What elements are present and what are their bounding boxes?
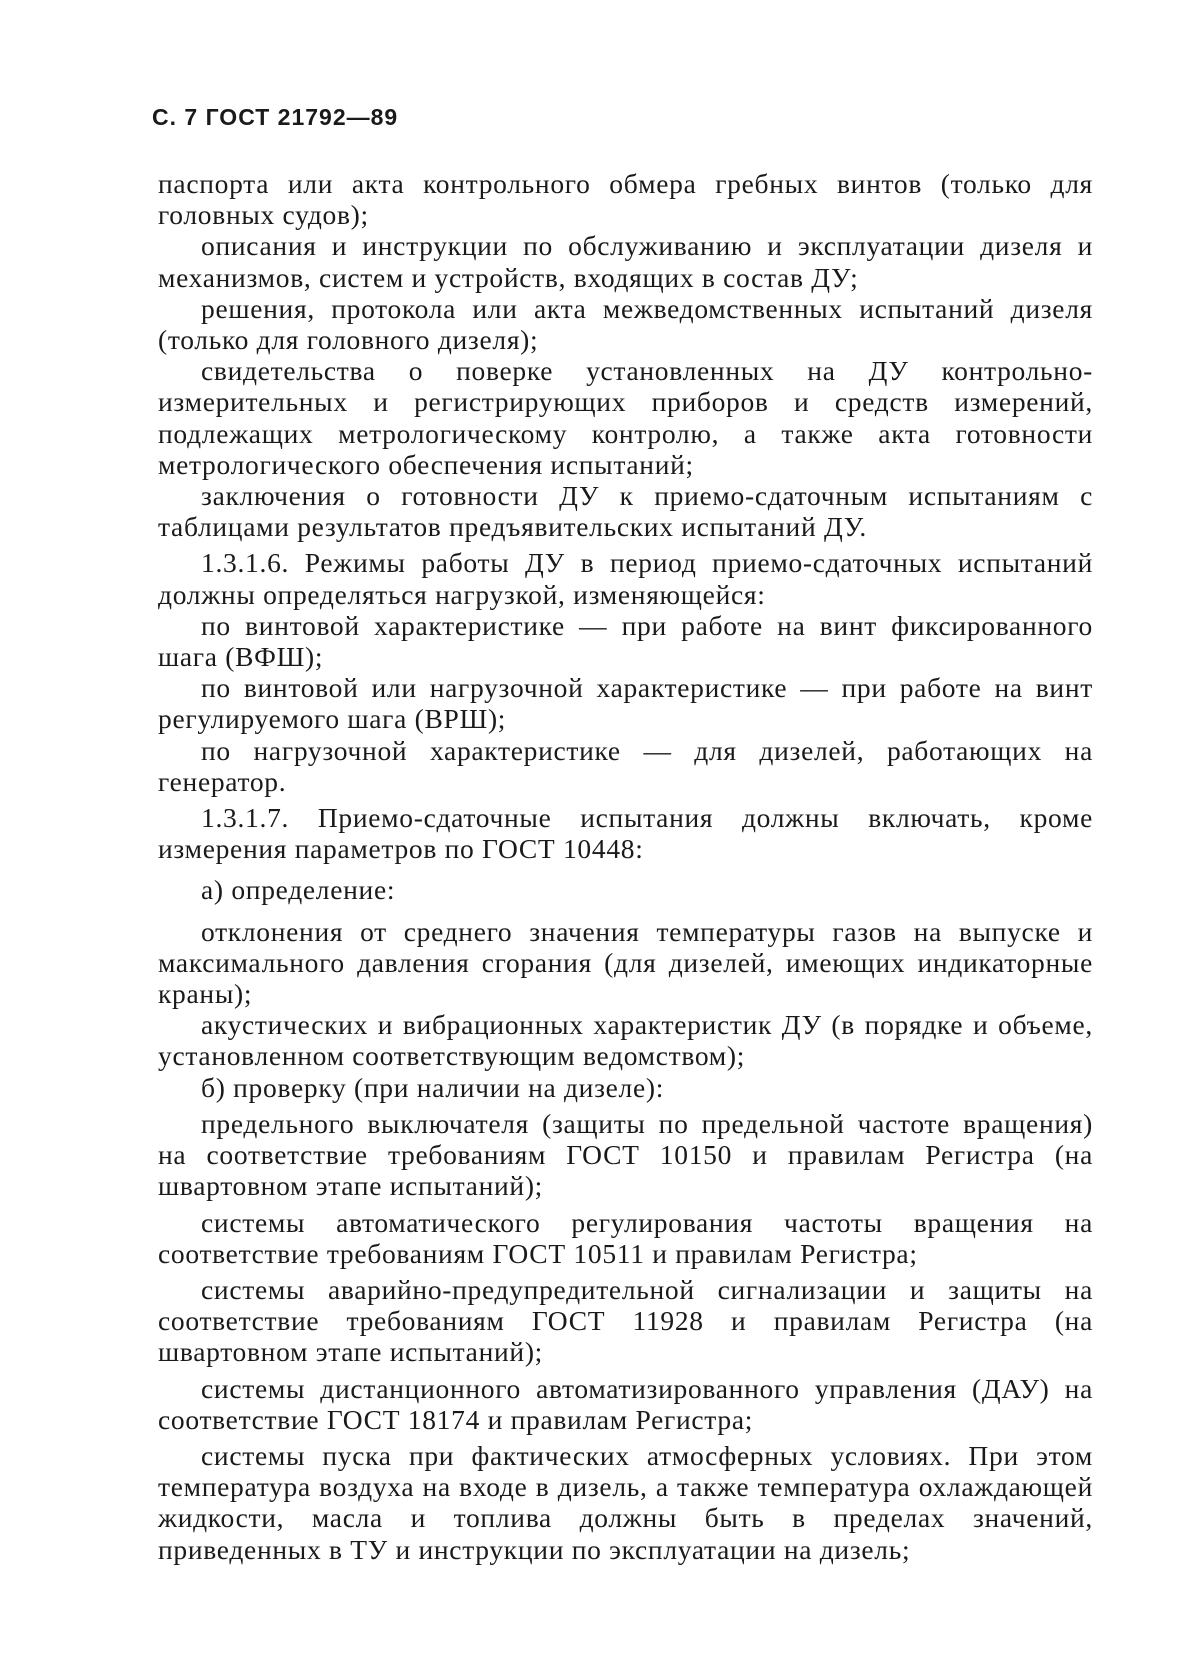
paragraph-fixed-pitch: по винтовой характеристике — при работе на винт фиксированного шага (ВФШ); (158, 609, 1093, 673)
item-a-determination: а) определение: (201, 874, 396, 906)
paragraph-start-system: системы пуска при фактических атмосферных условиях. При этом температура воздуха на входе в дизель, а также температура охлаждающей жидкости, масла и топлива должны быть в пределах значений, приведенных в ТУ и инструкции по эксплуатации на дизель; (158, 1439, 1093, 1565)
page-header: С. 7 ГОСТ 21792—89 (152, 104, 399, 130)
paragraph-variable-pitch: по винтовой или нагрузочной характеристике — при работе на винт регулируемого шага (ВРШ); (158, 672, 1093, 735)
clause-1-3-1-6: 1.3.1.6. Режимы работы ДУ в период приемо-сдаточных испытаний должны определяться нагрузкой, изменяющейся: (158, 547, 1093, 610)
paragraph-readiness-conclusion: заключения о готовности ДУ к приемо-сдаточным испытаниям с таблицами результатов предъявительских испытаний ДУ. (158, 480, 1093, 543)
document-body (158, 168, 1093, 1565)
paragraph-speed-regulation: системы автоматического регулирования частоты вращения на соответствие требованиям ГОСТ 10511 и правилам Регистра; (158, 1206, 1093, 1269)
paragraph-gas-temperature-deviation: отклонения от среднего значения температуры газов на выпуске и максимального давления сгорания (для дизелей, имеющих индикаторные краны); (158, 915, 1093, 1010)
paragraph-acoustic-vibration: акустических и вибрационных характеристик ДУ (в порядке и объеме, установленном соответствующим ведомством); (158, 1009, 1093, 1072)
paragraph-remote-control: системы дистанционного автоматизированного управления (ДАУ) на соответствие ГОСТ 18174 и правилам Регистра; (158, 1372, 1093, 1435)
paragraph-limit-switch: предельного выключателя (защиты по предельной частоте вращения) на соответствие требованиям ГОСТ 10150 и правилам Регистра (на швартовном этапе испытаний); (158, 1107, 1093, 1202)
paragraph-alarm-system: системы аварийно-предупредительной сигнализации и защиты на соответствие требованиям ГОСТ 11928 и правилам Регистра (на швартовном этапе испытаний); (158, 1273, 1093, 1368)
paragraph-interdepartmental-tests: решения, протокола или акта межведомственных испытаний дизеля (только для головного дизеля); (158, 292, 1093, 356)
paragraph-generator: по нагрузочной характеристике — для дизелей, работающих на генератор. (158, 734, 1093, 797)
paragraph-manuals: описания и инструкции по обслуживанию и эксплуатации дизеля и механизмов, систем и устройств, входящих в состав ДУ; (158, 230, 1093, 293)
paragraph-passport: паспорта или акта контрольного обмера гребных винтов (только для головных судов); (158, 168, 1093, 231)
clause-1-3-1-7: 1.3.1.7. Приемо-сдаточные испытания должны включать, кроме измерения параметров по ГОСТ 10448: (158, 802, 1093, 865)
paragraph-verification-certificates: свидетельства о поверке установленных на ДУ контрольно-измерительных и регистрирующих приборов и средств измерений, подлежащих метрологическому контролю, а также акта готовности метрологического обеспечения испытаний; (158, 355, 1093, 480)
item-b-check: б) проверку (при наличии на дизеле): (201, 1071, 665, 1103)
